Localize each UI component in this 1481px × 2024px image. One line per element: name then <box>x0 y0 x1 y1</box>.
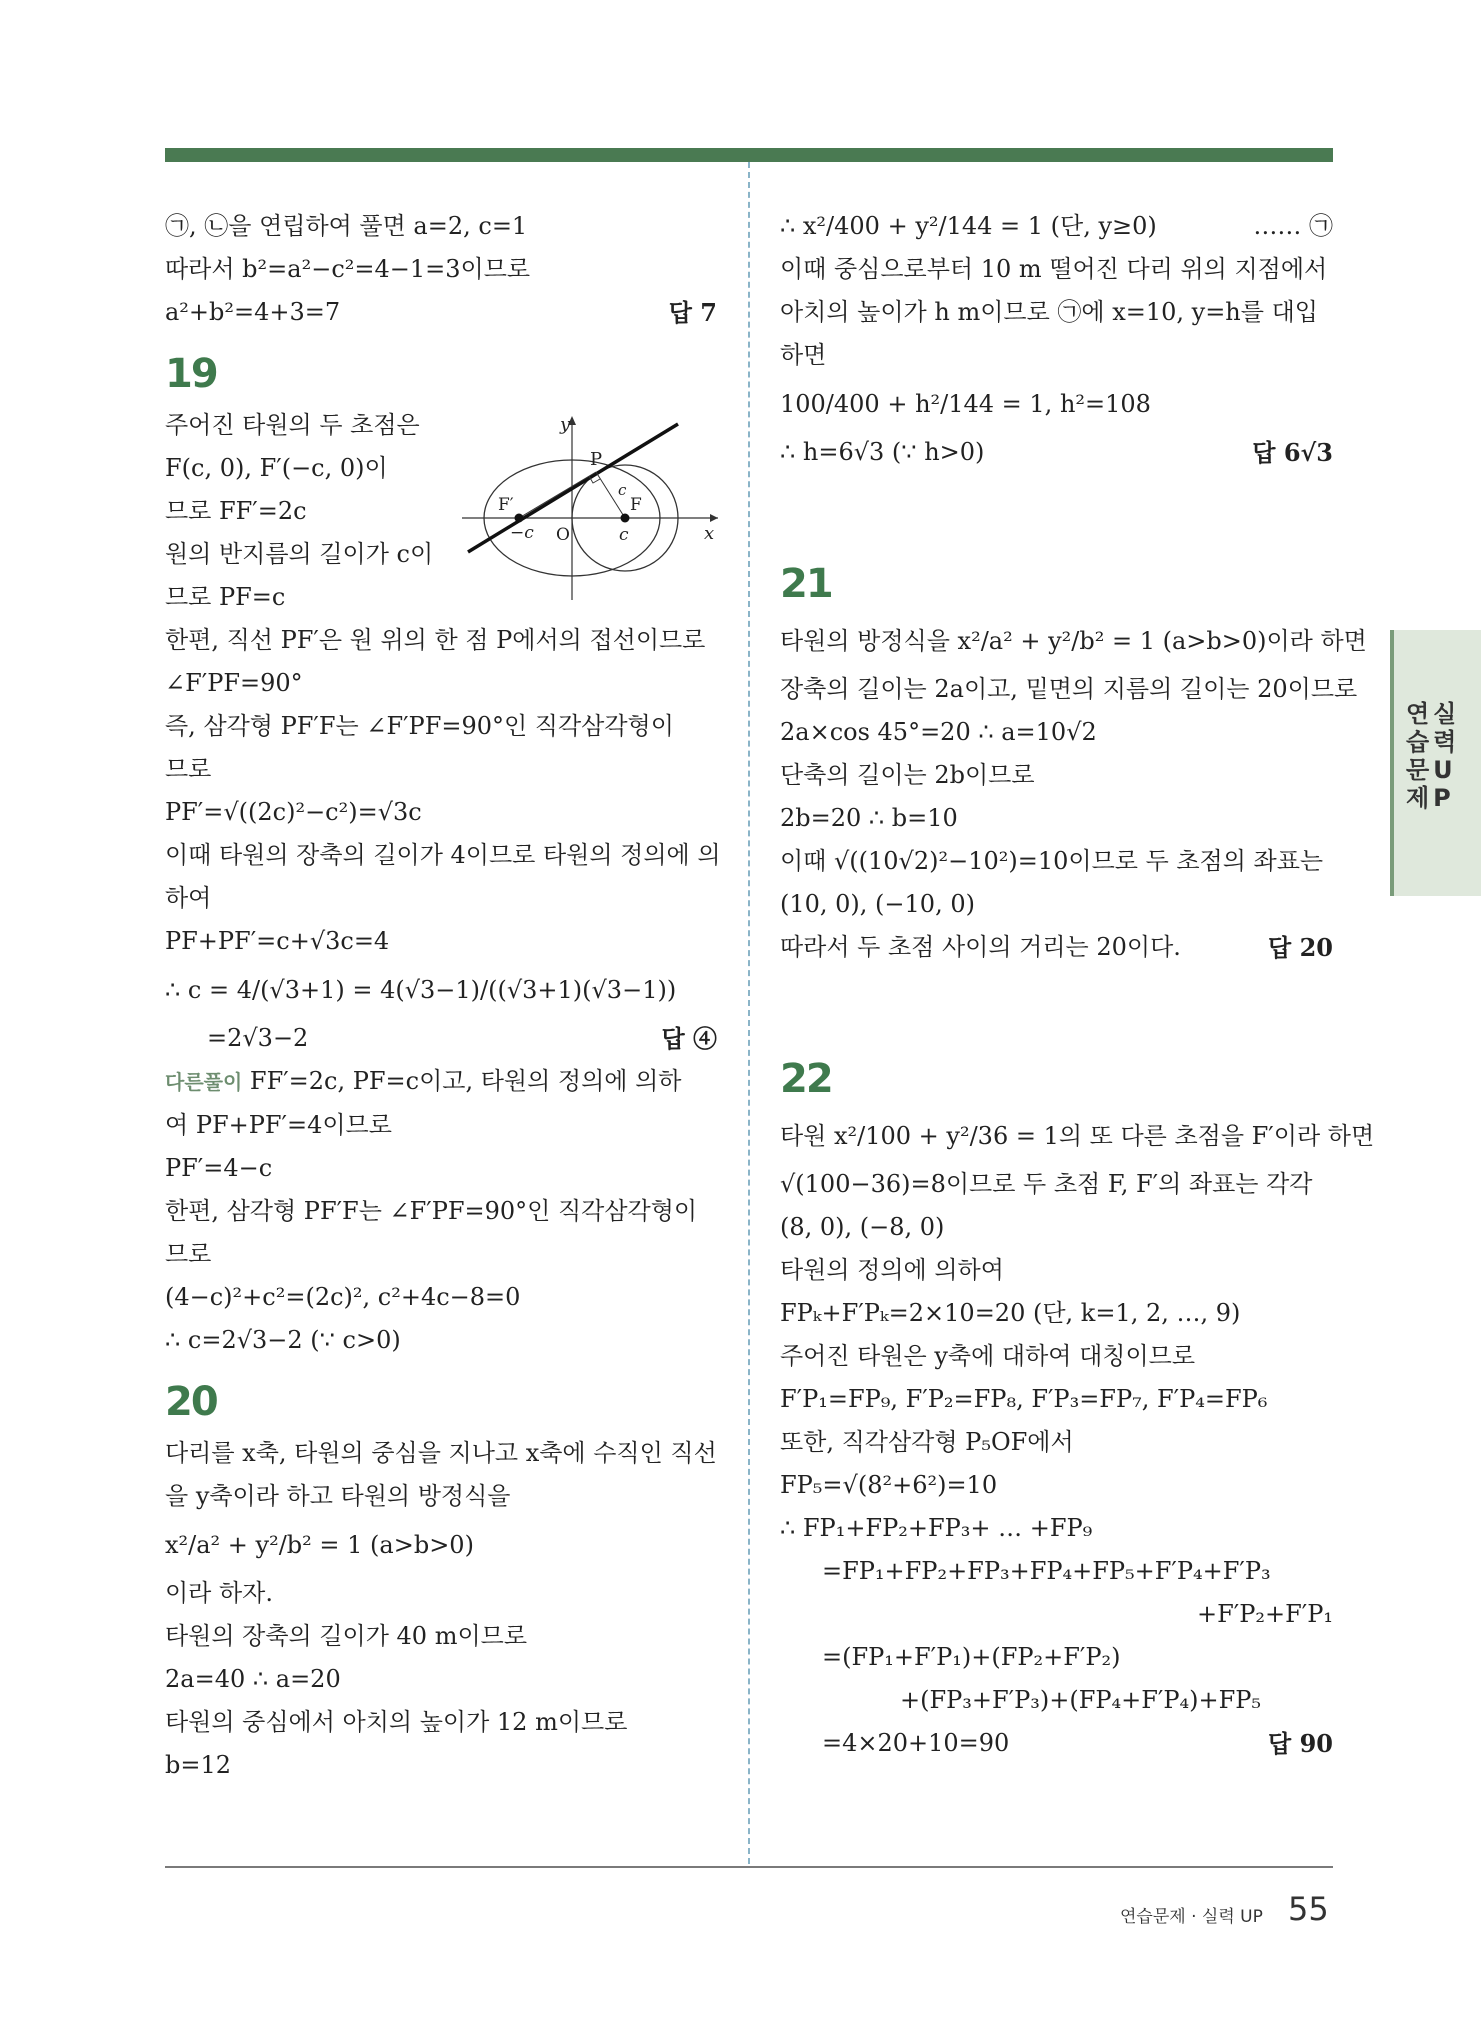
x-axis-arrow <box>710 514 718 522</box>
text-line: 므로 <box>165 1240 212 1268</box>
text-line: 원의 반지름의 길이가 c이 <box>165 540 434 568</box>
top-rule <box>165 148 1333 162</box>
problem-number-20: 20 <box>165 1379 217 1425</box>
text-line: F(c, 0), F′(−c, 0)이 <box>165 454 388 482</box>
text-line: (10, 0), (−10, 0) <box>780 890 975 918</box>
text-line: 아치의 높이가 h m이므로 ㉠에 x=10, y=h를 대입 <box>780 298 1318 326</box>
problem-number-22: 22 <box>780 1056 832 1102</box>
ellipse-circle-diagram <box>460 410 722 602</box>
equation-tag: …… ㉠ <box>1253 212 1333 240</box>
text-line: 단축의 길이는 2b이므로 <box>780 761 1035 789</box>
text-line: 다른풀이 FF′=2c, PF=c이고, 타원의 정의에 의하 <box>165 1067 682 1095</box>
text-line: 타원 x²/100 + y²/36 = 1의 또 다른 초점을 F′이라 하면 <box>780 1122 1375 1150</box>
x-axis-label: x <box>704 523 715 544</box>
text-line: 2b=20 ∴ b=10 <box>780 804 958 832</box>
text-line: 즉, 삼각형 PF′F는 ∠F′PF=90°인 직각삼각형이 <box>165 712 674 740</box>
text-line: 이라 하자. <box>165 1579 273 1607</box>
label-neg-c: −c <box>510 523 534 543</box>
text-line: +(FP₃+F′P₃)+(FP₄+F′P₄)+FP₅ <box>900 1686 1262 1714</box>
text-line: 한편, 삼각형 PF′F는 ∠F′PF=90°인 직각삼각형이 <box>165 1197 698 1225</box>
text-line: ∠F′PF=90° <box>165 669 303 697</box>
column-divider <box>748 162 750 1864</box>
side-tab-row: 연실 <box>1406 700 1461 728</box>
text-line: 하면 <box>780 341 827 369</box>
text-line: 타원의 정의에 의하여 <box>780 1256 1004 1284</box>
problem-number-21: 21 <box>780 561 832 607</box>
page-number: 55 <box>1288 1890 1329 1928</box>
text-line: ∴ c=2√3−2 (∵ c>0) <box>165 1326 401 1354</box>
text-line: +F′P₂+F′P₁ <box>1197 1600 1333 1628</box>
text-line: 타원의 방정식을 x²/a² + y²/b² = 1 (a>b>0)이라 하면 <box>780 627 1367 655</box>
text-line: 이때 중심으로부터 10 m 떨어진 다리 위의 지점에서 <box>780 255 1328 283</box>
text-line: 답 20 따라서 두 초점 사이의 거리는 20이다. <box>780 926 1333 969</box>
text-line: ∴ c = 4/(√3+1) = 4(√3−1)/((√3+1)(√3−1)) <box>165 976 677 1004</box>
text-line: 여 PF+PF′=4이므로 <box>165 1111 392 1139</box>
text-line: 2a=40 ∴ a=20 <box>165 1665 341 1693</box>
footer-title: 연습문제 · 실력 UP <box>1120 1907 1263 1927</box>
text-line: =FP₁+FP₂+FP₃+FP₄+FP₅+F′P₄+F′P₃ <box>822 1557 1271 1585</box>
text-line: 므로 PF=c <box>165 583 286 611</box>
text-line: 타원의 장축의 길이가 40 m이므로 <box>165 1622 528 1650</box>
text-line: 다리를 x축, 타원의 중심을 지나고 x축에 수직인 직선 <box>165 1439 717 1467</box>
answer-20: 답 6√3 <box>1252 438 1333 467</box>
text-line: 2a×cos 45°=20 ∴ a=10√2 <box>780 718 1097 746</box>
label-c-side: c <box>618 481 627 499</box>
side-tab-text <box>1406 700 1481 812</box>
text-line: 므로 <box>165 755 212 783</box>
text-line: 므로 FF′=2c <box>165 497 307 525</box>
text-line: x²/a² + y²/b² = 1 (a>b>0) <box>165 1531 474 1559</box>
focus-f-point <box>621 514 630 523</box>
text-line: 장축의 길이는 2a이고, 밑면의 지름의 길이는 20이므로 <box>780 675 1358 703</box>
label-origin: O <box>556 525 570 545</box>
text-line: PF′=4−c <box>165 1154 273 1182</box>
text-line: =(FP₁+F′P₁)+(FP₂+F′P₂) <box>822 1643 1121 1671</box>
text-line: PF′=√((2c)²−c²)=√3c <box>165 798 422 826</box>
answer-22: 답 90 <box>1268 1729 1333 1758</box>
bottom-rule <box>165 1866 1333 1868</box>
text-line: 주어진 타원은 y축에 대하여 대칭이므로 <box>780 1342 1196 1370</box>
text-line: …… ㉠ ∴ x²/400 + y²/144 = 1 (단, y≥0) <box>780 205 1333 248</box>
text-line: F′P₁=FP₉, F′P₂=FP₈, F′P₃=FP₇, F′P₄=FP₆ <box>780 1385 1268 1413</box>
side-tab <box>1390 630 1481 896</box>
text-line: ㉠, ㉡을 연립하여 풀면 a=2, c=1 <box>165 212 528 240</box>
text-line: ∴ FP₁+FP₂+FP₃+ … +FP₉ <box>780 1514 1093 1542</box>
answer-18: 답 7 <box>668 298 717 327</box>
label-p: P <box>590 449 603 470</box>
alt-solution-label: 다른풀이 <box>165 1070 243 1094</box>
text-line: (4−c)²+c²=(2c)², c²+4c−8=0 <box>165 1283 521 1311</box>
text-line: b=12 <box>165 1751 232 1779</box>
text-line: 답 6√3 ∴ h=6√3 (∵ h>0) <box>780 431 1333 474</box>
text-line: 이때 타원의 장축의 길이가 4이므로 타원의 정의에 의 <box>165 841 721 869</box>
text-line: (8, 0), (−8, 0) <box>780 1213 945 1241</box>
problem-number-19: 19 <box>165 351 217 397</box>
text-line: 을 y축이라 하고 타원의 방정식을 <box>165 1482 511 1510</box>
text-line: 100/400 + h²/144 = 1, h²=108 <box>780 390 1151 418</box>
answer-21: 답 20 <box>1268 933 1333 962</box>
focus-fprime-point <box>515 514 524 523</box>
text-line: 타원의 중심에서 아치의 높이가 12 m이므로 <box>165 1708 628 1736</box>
text-line: 또한, 직각삼각형 P₅OF에서 <box>780 1428 1074 1456</box>
text-line: 답 ④ =2√3−2 <box>165 1017 717 1060</box>
segment-fprime-p <box>519 472 596 518</box>
text-line: 답 7 a²+b²=4+3=7 <box>165 291 717 334</box>
text-line: 한편, 직선 PF′은 원 위의 한 점 P에서의 접선이므로 <box>165 626 706 654</box>
side-tab-row: 제P <box>1406 784 1455 812</box>
text-line: 답 90 =4×20+10=90 <box>780 1722 1333 1765</box>
side-tab-row: 습력 <box>1406 728 1461 756</box>
answer-19: 답 ④ <box>661 1024 717 1053</box>
text-line: 주어진 타원의 두 초점은 <box>165 411 420 439</box>
label-f: F <box>630 495 642 515</box>
text-line: 따라서 b²=a²−c²=4−1=3이므로 <box>165 255 531 283</box>
text-line: 이때 √((10√2)²−10²)=10이므로 두 초점의 좌표는 <box>780 847 1324 875</box>
label-c: c <box>619 525 629 545</box>
text-line: FP₅=√(8²+6²)=10 <box>780 1471 998 1499</box>
side-tab-row: 문U <box>1406 756 1457 784</box>
label-fprime: F′ <box>498 495 514 515</box>
text-line: FPₖ+F′Pₖ=2×10=20 (단, k=1, 2, …, 9) <box>780 1299 1241 1327</box>
right-column <box>780 205 1375 1765</box>
y-axis-label: y <box>560 414 571 435</box>
text-line: 하여 <box>165 884 212 912</box>
text-line: PF+PF′=c+√3c=4 <box>165 927 390 955</box>
text-line: √(100−36)=8이므로 두 초점 F, F′의 좌표는 각각 <box>780 1170 1313 1198</box>
